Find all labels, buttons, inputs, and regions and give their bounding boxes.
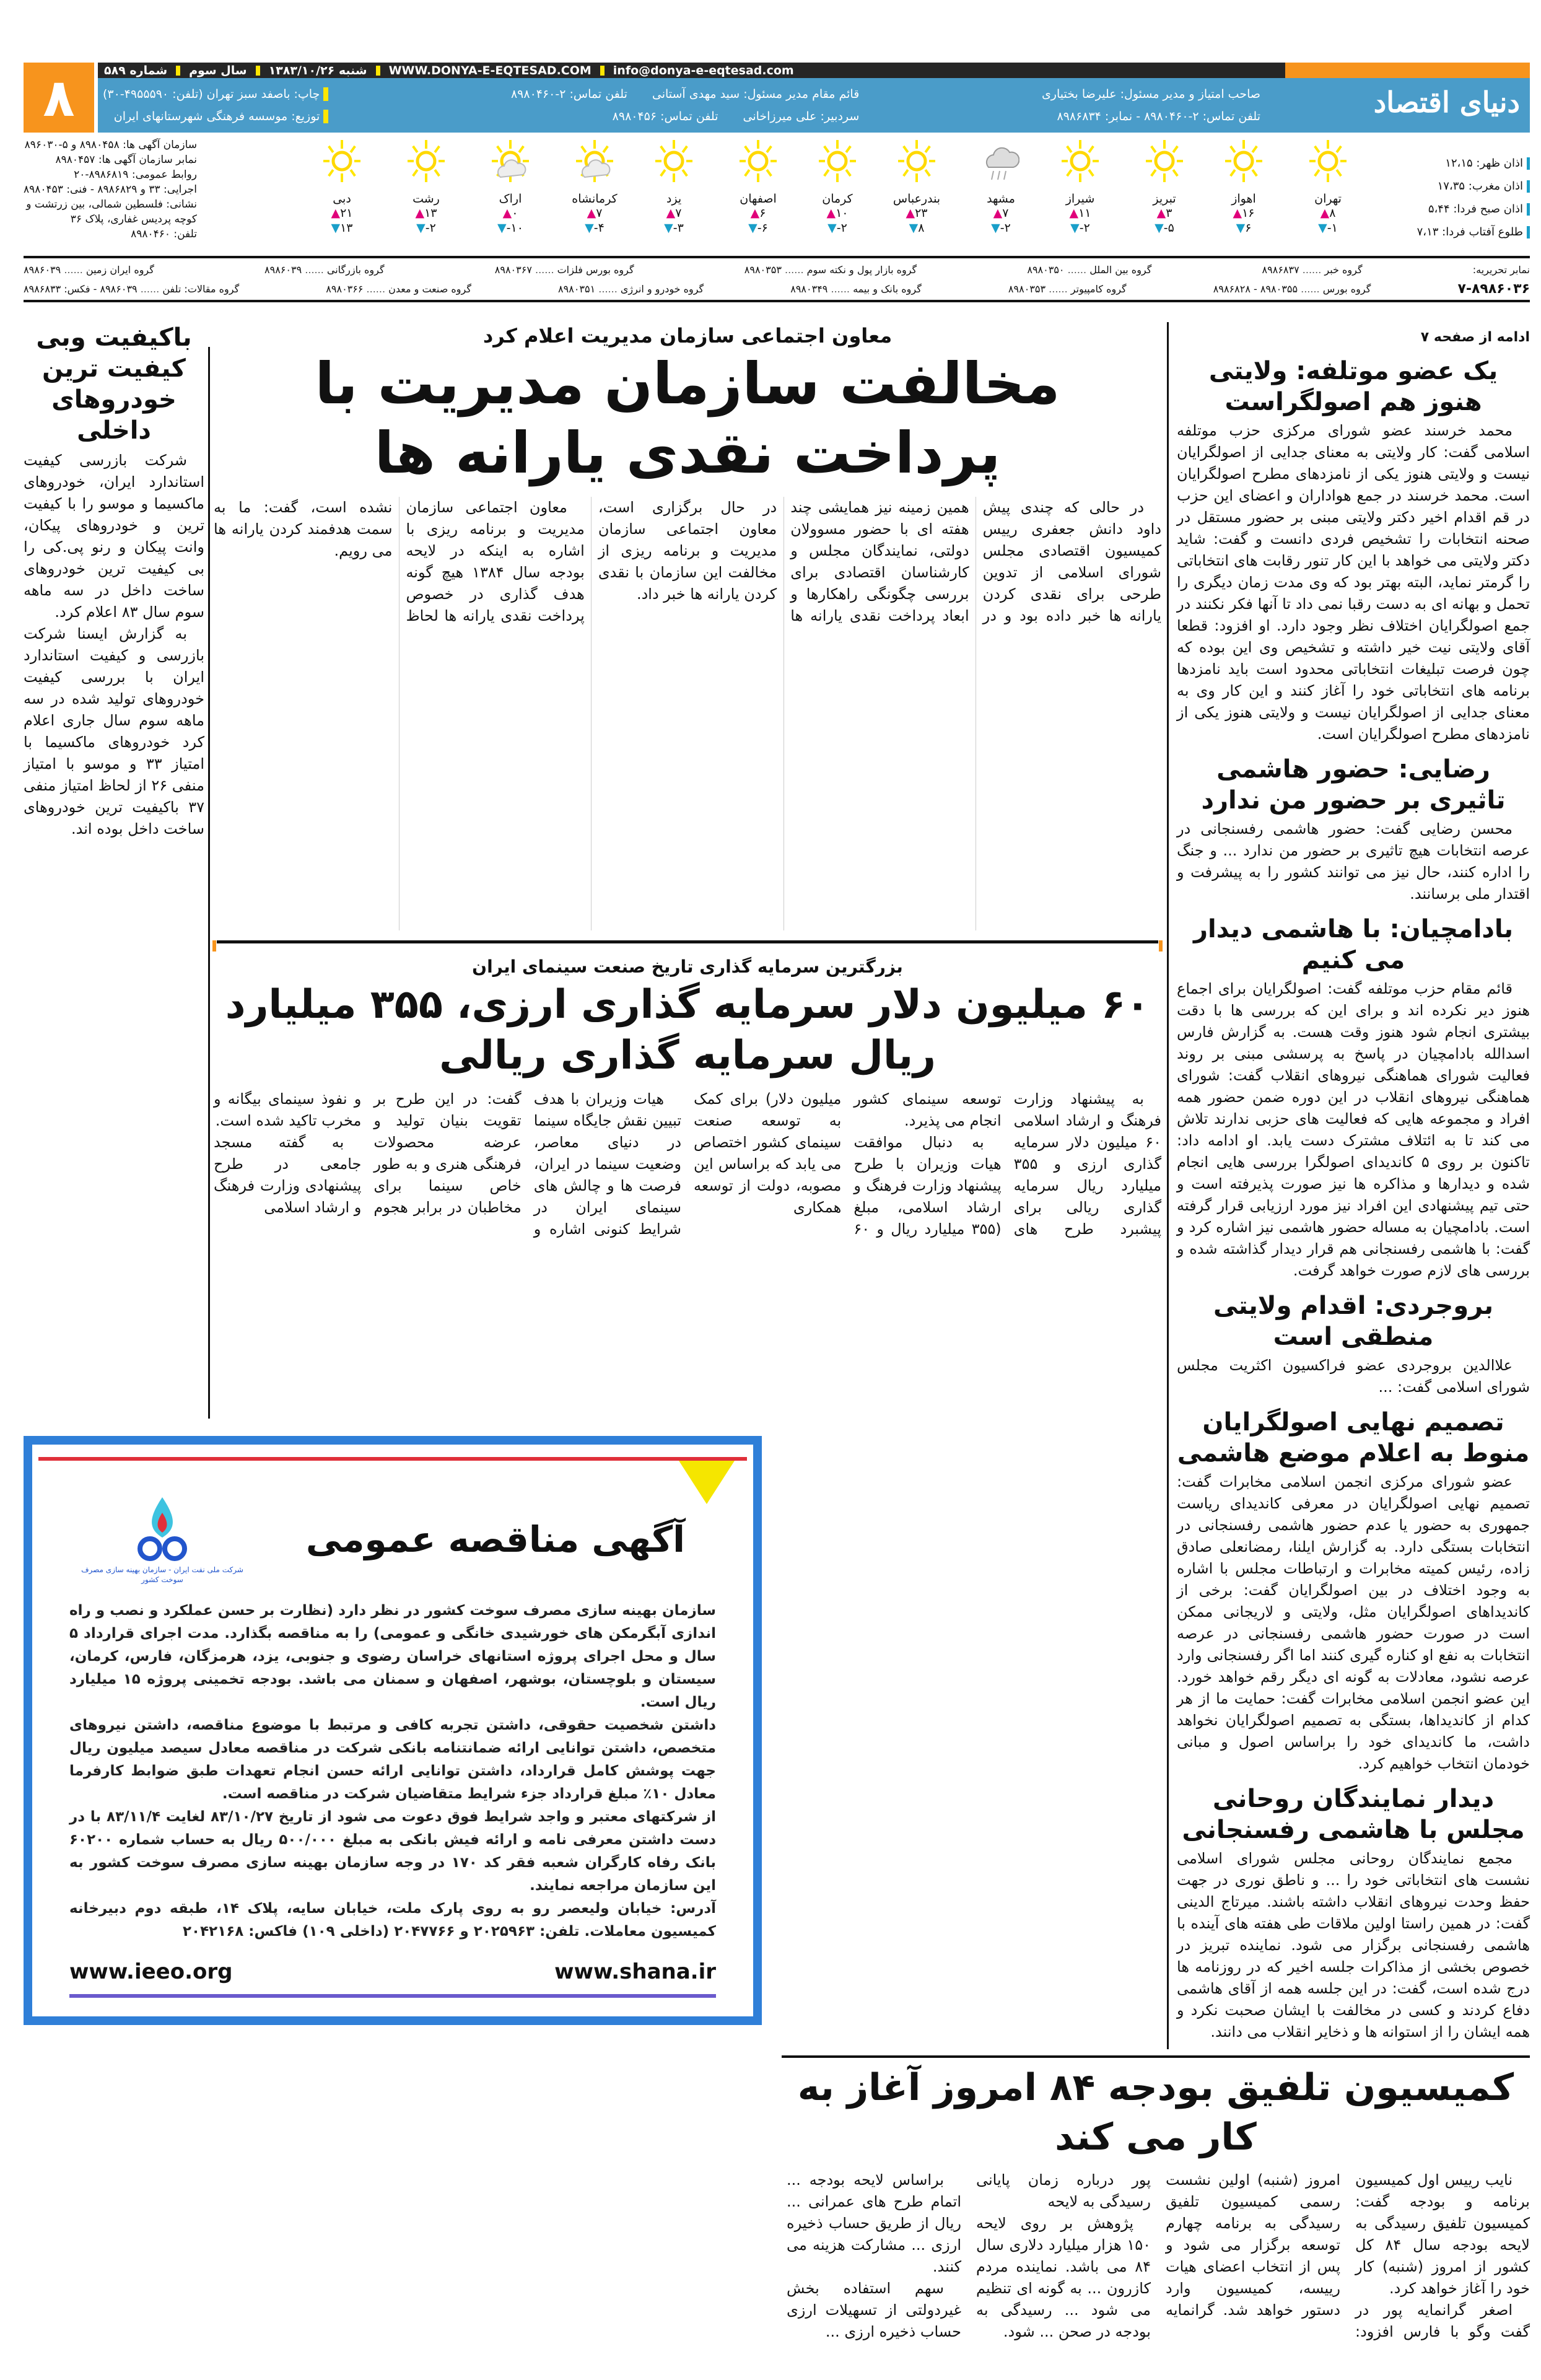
brief-body: مجمع نمایندگان روحانی مجلس شورای اسلامی نشست های انتخاباتی خود را ... و ناطق نوری در جهت حفظ وحدت نیروهای انقلاب داشته باشند. میرتاج الدینی گفت: در همین راستا اولین ملاقات طی هفته های آینده با هاشمی رفسنجانی برگزار می شود. نماینده تبریز در خصوص بخشی از مذاکرات جلسه اخیر که در روزنامه ها درج شده است، گفت: در این جلسه همه از آقای هاشمی دفاع کردند و کسی در مخالفت با ایشان صحبت نکرد و همه ایشان را از استوانه ها و ذخایر انقلاب می دانند. — [1177, 1850, 1530, 2041]
directory-entry: گروه مقالات: تلفن ...... ۸۹۸۶۰۳۹ - فکس: ۸۹۸۶۸۳۳ — [24, 283, 240, 295]
directory-phone: ۸۹۸۰۳۵۳ — [1008, 283, 1046, 295]
city-name: یزد — [666, 192, 682, 206]
contact-line: نشانی: فلسطین شمالی، بین زرتشت و — [26, 198, 198, 211]
city-name: بندرعباس — [893, 192, 941, 206]
prayer-times — [1387, 152, 1530, 243]
continued-label: ادامه از صفحه ۷ — [1420, 330, 1530, 345]
contact-info — [24, 138, 197, 242]
volume-year: سال سوم — [189, 63, 247, 77]
news-brief — [1177, 1290, 1530, 1398]
min-temp: -۲ — [425, 221, 436, 235]
min-temp: -۲ — [1079, 221, 1090, 235]
cinema-article-body — [214, 1088, 1161, 1240]
directory-phone: ۸۹۸۰۳۵۰ — [1027, 264, 1065, 276]
paragraph: به پیشنهاد وزارت فرهنگ و ارشاد اسلامی ۶۰ میلیون دلار سرمایه گذاری ارزی و ۳۵۵ میلیارد ریال سرمایه گذاری ریالی برای پیشبرد طرح های توسعه سینمای کشور انجام می پذیرد. — [853, 1090, 1161, 1238]
directory-entry: گروه بازار پول و نکته سوم ...... ۸۹۸۰۳۵۳ — [744, 264, 917, 276]
min-temp: -۱۰ — [506, 221, 523, 235]
sun-icon — [655, 136, 692, 186]
phone-directory — [24, 260, 1530, 299]
paragraph: نایب رییس اول کمیسیون برنامه و بودجه گفت: کمیسیون تلفیق رسیدگی به لایحه بودجه سال ۸۴ کل کشور از امروز (شنبه) کار خود را آغاز خواهد کرد. — [1355, 2171, 1530, 2297]
city-name: کرمانشاه — [572, 192, 618, 206]
page-number: ۸ — [24, 63, 94, 133]
weather-city: مشهد ▲۷ ▼-۲ — [964, 136, 1038, 235]
city-name: دبی — [333, 192, 351, 206]
brief-body: قائم مقام حزب موتلفه گفت: اصولگرایان برای اجماع هنوز دیر نکرده اند و برای این که بررسی ها با دقت بیشتری انجام شود هنوز وقت هست. به گزارش فارس اسدالله بادامچیان در پاسخ به پرسشی مبنی بر روند فعالیت شورای هماهنگی نیروهای انقلاب گفت: شورای هماهنگی نیروهای انقلاب در این دوره ضمن حضور همه افراد و مجموعه هایی که فعالیت های حزبی ندارند تلاش می کند تا به ائتلاف مشترک دست یابد. او ادامه داد: تاکنون بر روی ۵ کاندیدای اصولگرا بررسی هایی انجام شده و دیدارها و مذاکره ها نیز صورت پذیرفته است و حتی تیم پیشنهادی این افراد نیز مورد ارزیابی قرار گرفته است. بادامچیان به مساله حضور هاشمی نیز اشاره کرد و گفت: با هاشمی رفسنجانی هم قرار دیدار گذاشته شده و بررسی های لازم صورت خواهد گرفت. — [1177, 980, 1530, 1279]
directory-label: گروه مقالات: تلفن — [162, 283, 240, 295]
column-rule — [1167, 322, 1169, 2049]
directory-entry: گروه ایران زمین ...... ۸۹۸۶۰۳۹ — [24, 264, 154, 276]
paragraph: به گزارش ایسنا شرکت بازرسی و کیفیت استاندارد ایران با بررسی کیفیت خودروهای تولید شده در سه ماهه سوم سال جاری اعلام کرد خودروهای ماکسیما با امتیاز ۳۳ و موسو با امتیاز منفی ۲۶ از لحاظ امتیاز منفی ۳۷ باکیفیت ترین خودروهای ساخت داخل بوده اند. — [24, 625, 204, 838]
tender-advertisement — [24, 1436, 762, 2025]
ad-paragraph: از شرکتهای معتبر و واجد شرایط فوق دعوت می شود از تاریخ ۸۳/۱۰/۲۷ لغایت ۸۳/۱۱/۴ با در دست داشتن معرفی نامه و ارائه فیش بانکی به مبلغ ۵۰۰/۰۰۰ ریال به حساب شماره ۶۰۲۰۰ بانک رفاه کارگران شعبه فقر کد ۱۷۰ در وجه سازمان بهینه سازی مصرف سوخت کشور به این سازمان مراجعه نمایند. — [69, 1809, 716, 1894]
fax-label: نمابر تحریریه: — [1472, 264, 1530, 276]
directory-label: گروه خبر — [1324, 264, 1363, 276]
min-temp: -۱ — [1327, 221, 1338, 235]
prayer-time: اذان ظهر: ۱۲،۱۵ — [1445, 157, 1523, 170]
brief-headline: رضایی: حضور هاشمی تاثیری بر حضور من ندارد — [1201, 755, 1506, 815]
directory-entry: گروه خودرو و انرژی ...... ۸۹۸۰۳۵۱ — [558, 283, 704, 295]
brief-headline: بروجردی: اقدام ولایتی منطقی است — [1213, 1292, 1493, 1351]
city-name: شیراز — [1065, 192, 1095, 206]
max-temp: ۲۱ — [340, 206, 353, 220]
city-name: مشهد — [987, 192, 1015, 206]
paragraph: به گفته مسجد جامعی در طرح پیشنهادی وزارت فرهنگ و ارشاد اسلامی — [214, 1134, 362, 1216]
ieeo-link[interactable]: www.ieeo.org — [69, 1959, 233, 1984]
directory-label: گروه بورس فلزات — [557, 264, 634, 276]
directory-label: گروه ایران زمین — [85, 264, 154, 276]
prayer-time: اذان صبح فردا: ۵،۴۴ — [1428, 203, 1523, 216]
min-temp: -۴ — [593, 221, 605, 235]
sun-icon — [408, 136, 445, 186]
logo-caption: شرکت ملی نفت ایران - سازمان بهینه سازی مصرف سوخت کشور — [81, 1565, 243, 1584]
paragraph: براساس لایحه بودجه ... اتمام طرح های عمرانی ... ریال از طریق حساب ذخیره ارزی ... مشارکت هزینه می کنند. — [787, 2171, 961, 2275]
publisher-phone: تلفن تماس: ۲-۸۹۸۰۴۶۰ - نمابر: ۸۹۸۶۸۳۴ — [1057, 110, 1260, 123]
issue-date: شنبه ۱۳۸۳/۱۰/۲۶ — [268, 63, 367, 77]
print-info: چاپ: باصفد سبز تهران (تلفن: ۴۹۵۵۵۹۰-۳۰) — [103, 87, 320, 101]
masthead-info — [98, 78, 1285, 133]
sun-icon — [740, 136, 777, 186]
weather-city: اهواز ▲۱۶ ▼۶ — [1207, 136, 1281, 235]
cinema-headline: ۶۰ میلیون دلار سرمایه گذاری ارزی، ۳۵۵ میلیارد ریال سرمایه گذاری ریالی — [225, 982, 1150, 1078]
max-temp: ۳ — [1166, 206, 1172, 220]
sun-icon — [323, 136, 360, 186]
weather-city: تهران ▲۸ ▼-۱ — [1291, 136, 1365, 235]
divider — [24, 256, 1530, 258]
divider — [782, 2055, 1530, 2058]
max-temp: ۷ — [675, 206, 682, 220]
cinema-kicker: بزرگترین سرمایه گذاری تاریخ صنعت سینمای ایران — [472, 956, 903, 977]
news-brief — [1177, 914, 1530, 1282]
city-name: اراک — [499, 192, 522, 206]
directory-label: گروه کامپیوتر — [1070, 283, 1127, 295]
left-article-headline: باکیفیت وبی کیفیت ترین خودروهای داخلی — [36, 323, 192, 445]
budget-article-body — [787, 2169, 1530, 2343]
min-temp: -۶ — [757, 221, 768, 235]
editorial-fax: ۷-۸۹۸۶۰۳۶ — [1457, 281, 1530, 297]
directory-label: گروه بین الملل — [1089, 264, 1152, 276]
max-temp: ۶ — [759, 206, 766, 220]
min-temp: -۳ — [673, 221, 684, 235]
distribution-info: توزیع: موسسه فرهنگی شهرستانهای ایران — [113, 109, 320, 123]
directory-entry: گروه خبر ...... ۸۹۸۶۸۳۷ — [1262, 264, 1363, 276]
city-name: کرمان — [822, 192, 853, 206]
ad-title: آگهی مناقصه عمومی — [305, 1518, 685, 1560]
budget-article — [782, 2055, 1530, 2343]
directory-label: گروه بازار پول و نکته سوم — [806, 264, 917, 276]
weather-city: یزد ▲۷ ▼-۳ — [637, 136, 711, 235]
paragraph: شرکت بازرسی کیفیت استاندارد ایران، خودروهای ماکسیما و موسو را با کیفیت ترین و خودروهای پیکان، وانت پیکان و رنو پی.کی را بی کیفیت ترین خودروهای ساخت داخل در سه ماهه سوم سال ۸۳ اعلام کرد. — [24, 452, 204, 621]
min-temp: -۵ — [1163, 221, 1174, 235]
sun-cloud-icon — [576, 136, 613, 186]
max-temp: ۷ — [596, 206, 603, 220]
brief-headline: یک عضو موتلفه: ولایتی هنوز هم اصولگراست — [1208, 357, 1498, 416]
main-article-body — [214, 497, 1161, 930]
paragraph: در حالی که چندی پیش داود دانش جعفری رییس کمیسیون اقتصادی مجلس شورای اسلامی از تدوین طرحی برای نقدی کردن یارانه ها خبر داده بود و در همین زمینه نیز همایشی چند هفته ای با حضور مسوولان دولتی، نمایندگان مجلس و کارشناسان اقتصادی برای بررسی چگونگی راهکارها و ابعاد پرداخت نقدی یارانه ها در حال برگزاری است، معاون اجتماعی سازمان مدیریت و برنامه ریزی از مخالفت این سازمان با نقدی کردن یارانه ها خبر داد. — [598, 499, 1161, 624]
news-brief — [1177, 754, 1530, 905]
news-brief — [1177, 328, 1530, 745]
sun-cloud-icon — [492, 136, 529, 186]
paragraph: اصغر گرانمایه پور در گفت وگو با فارس افزود: امروز (شنبه) اولین نشست رسمی کمیسیون تلفیق رسیدگی به برنامه چهارم توسعه برگزار می شود و پس از انتخاب اعضای هیات رییسه، کمیسیون وارد دستور خواهد شد. گرانمایه پور درباره زمان پایانی رسیدگی به لایحه — [976, 2171, 1530, 2340]
weather-city: کرمان ▲۱۰ ▼-۲ — [800, 136, 875, 235]
weather-city: تبریز ▲۳ ▼-۵ — [1127, 136, 1202, 235]
contact-line: روابط عمومی: ۸۹۸۶۸۱۹-۲۰ — [74, 168, 198, 181]
contact-line: اجرایی: ۳۳ و ۸۹۸۶۸۲۹ - فنی: ۸۹۸۰۴۵۳ — [24, 183, 198, 196]
sun-icon — [1225, 136, 1262, 186]
brief-headline: دیدار نمایندگان روحانی مجلس با هاشمی رفسنجانی — [1182, 1785, 1525, 1844]
shana-link[interactable]: www.shana.ir — [554, 1959, 716, 1984]
sun-icon — [1309, 136, 1347, 186]
directory-label: گروه صنعت و معدن — [388, 283, 471, 295]
main-kicker: معاون اجتماعی سازمان مدیریت اعلام کرد — [482, 324, 893, 348]
directory-entry: گروه بین الملل ...... ۸۹۸۰۳۵۰ — [1027, 264, 1152, 276]
directory-phone: ۸۹۸۶۸۳۷ — [1262, 264, 1299, 276]
prayer-time: اذان مغرب: ۱۷،۳۵ — [1437, 180, 1523, 193]
divider — [217, 940, 1158, 943]
weather-city: اراک ▲۰ ▼-۱۰ — [473, 136, 548, 235]
brief-headline: تصمیم نهایی اصولگرایان منوط به اعلام موضع هاشمی — [1177, 1408, 1530, 1468]
directory-phone: ۸۹۸۶۰۳۹ — [264, 264, 302, 276]
editor-phone: تلفن تماس: ۸۹۸۰۴۵۶ — [612, 110, 718, 123]
ad-paragraph: سازمان بهینه سازی مصرف سوخت کشور در نظر دارد (نظارت بر حسن عملکرد و نصب و راه اندازی آبگرمکن های خورشیدی خانگی و عمومی) را به مناقصه بگذارد. مدت اجرای قرارداد ۵ سال و محل اجرای پروژه استانهای خراسان رضوی و جنوبی، یزد، هرمزگان، فارس، کرمان، سیستان و بلوچستان، بوشهر، اصفهان و سمنان می باشد. بودجه تخمینی پروژه ۱۵ میلیارد ریال است. — [69, 1603, 717, 1710]
directory-phone: ۸۹۸۰۳۴۹ — [790, 283, 828, 295]
directory-entry: گروه بانک و بیمه ...... ۸۹۸۰۳۴۹ — [790, 283, 922, 295]
oil-company-logo-icon — [128, 1494, 196, 1562]
masthead-topbar — [98, 63, 1285, 78]
directory-entry: گروه بورس فلزات ...... ۸۹۸۰۳۶۷ — [494, 264, 634, 276]
contact-line: کوچه پردیس غفاری، پلاک ۳۶ — [70, 213, 198, 225]
deputy: قائم مقام مدیر مسئول: سید مهدی آستانی — [652, 87, 860, 101]
issue-number: شماره ۵۸۹ — [104, 63, 168, 77]
paragraph: به دنبال موافقت هیات وزیران با طرح پیشنهاد وزارت فرهنگ و ارشاد اسلامی، مبلغ (۳۵۵ میلیارد ریال و ۶۰ میلیون دلار) برای کمک به توسعه صنعت سینمای کشور اختصاص می یابد که براساس این مصوبه، دولت از توسعه همکاری — [694, 1090, 1002, 1238]
max-temp: ۷ — [1002, 206, 1009, 220]
directory-phone: ۸۹۸۰۳۶۶ — [326, 283, 364, 295]
max-temp: ۱۰ — [836, 206, 849, 220]
directory-phone: ۸۹۸۰۳۵۵ - ۸۹۸۶۸۲۸ — [1213, 283, 1298, 295]
max-temp: ۱۱ — [1078, 206, 1091, 220]
brief-body: علاالدین بروجردی عضو فراکسیون اکثریت مجلس شورای اسلامی گفت: ... — [1177, 1357, 1530, 1396]
rain-cloud-icon — [982, 136, 1019, 186]
city-name: اصفهان — [740, 192, 777, 206]
max-temp: ۱۳ — [424, 206, 437, 220]
contact-line: سازمان آگهی ها: ۸۹۸۰۴۵۸ و ۵-۸۹۶۰۳۰ — [24, 139, 198, 151]
city-name: تبریز — [1153, 192, 1176, 206]
weather-city: شیراز ▲۱۱ ▼-۲ — [1043, 136, 1117, 235]
website-link[interactable]: WWW.DONYA-E-EQTESAD.COM — [388, 63, 592, 77]
min-temp: -۲ — [1000, 221, 1011, 235]
city-name: تهران — [1314, 192, 1342, 206]
directory-label: گروه بازرگانی — [326, 264, 385, 276]
contact-line: نمابر سازمان آگهی ها: ۸۹۸۰۴۵۷ — [55, 154, 198, 166]
sun-icon — [1062, 136, 1099, 186]
weather-city: اصفهان ▲۶ ▼-۶ — [721, 136, 795, 235]
weather-city: بندرعباس ▲۲۳ ▼۸ — [880, 136, 954, 235]
sun-icon — [898, 136, 935, 186]
publisher: صاحب امتیاز و مدیر مسئول: علیرضا بختیاری — [1041, 87, 1260, 101]
sun-icon — [819, 136, 856, 186]
max-temp: ۲۳ — [915, 206, 928, 220]
email-link[interactable]: info@donya-e-eqtesad.com — [613, 63, 794, 77]
paragraph: هیات وزیران با هدف تبیین نقش جایگاه سینما در دنیای معاصر، وضعیت سینما در ایران، فرصت ها و چالش های سینمای ایران در شرایط کنونی اشاره و گفت: در این طرح بر تقویت بنیان تولید و عرضه محصولات فرهنگی هنری و به طور خاص سینما برای مخاطبان در برابر هجوم و نفوذ سینمای بیگانه و مخرب تاکید شده است. — [214, 1090, 682, 1238]
brief-body: محسن رضایی گفت: حضور هاشمی رفسنجانی در عرصه انتخابات هیچ تاثیری بر حضور من ندارد ... و جنگ را اداره کنند، حال نیز می توانند کشور را به پیشرفت و اقتدار ملی برسانند. — [1177, 820, 1530, 903]
contact-line: تلفن: ۸۹۸۰۴۶۰ — [131, 228, 198, 240]
deputy-phone: تلفن تماس: ۲-۸۹۸۰۴۶۰ — [510, 87, 627, 101]
triangle-decoration — [679, 1461, 735, 1504]
brief-body: عضو شورای مرکزی انجمن اسلامی مخابرات گفت: تصمیم نهایی اصولگرایان در معرفی کاندیدای ریاست جمهوری به حضور یا عدم حضور هاشمی رفسنجانی در انتخابات بستگی دارد. به گزارش ایلنا، رمضانعلی صادق زاده، رئیس کمیته مخابرات و ارتباطات مجلس با اشاره به وجود اختلاف در بین اصولگرایان گفت: برخی از کاندیداهای اصولگرایان مثل، ولایتی و لاریجانی ممکن است در صورت حضور هاشمی رفسنجانی در عرصه انتخابات به نفع او کناره گیری کنند اما اگر رفسنجانی وارد عرصه نشود، معادلات به گونه ای دیگر رقم خواهد خورد. این عضو انجمن اسلامی مخابرات گفت: حمایت ما از هر کدام از کاندیداها، بستگی به تصمیم اصولگرایان نخواهد داشت، ما کاندیدای خود را براساس اصول و مبانی خودمان انتخاب خواهیم کرد. — [1177, 1473, 1530, 1772]
editor: سردبیر: علی میرزاخانی — [743, 110, 860, 123]
directory-phone: ۸۹۸۰۳۶۷ — [494, 264, 532, 276]
max-temp: ۰ — [512, 206, 518, 220]
newspaper-logo: دنیای اقتصاد — [1285, 63, 1530, 133]
directory-phone: ۸۹۸۶۰۳۹ - فکس: ۸۹۸۶۸۳۳ — [24, 283, 138, 295]
directory-entry: گروه صنعت و معدن ...... ۸۹۸۰۳۶۶ — [326, 283, 471, 295]
left-article — [24, 322, 204, 840]
directory-entry: گروه کامپیوتر ...... ۸۹۸۰۳۵۳ — [1008, 283, 1127, 295]
middle-column — [211, 322, 1164, 1240]
weather-city: رشت ▲۱۳ ▼-۲ — [389, 136, 463, 235]
directory-label: گروه خودرو و انرژی — [620, 283, 704, 295]
weather-city: کرمانشاه ▲۷ ▼-۴ — [557, 136, 632, 235]
prayer-time: طلوع آفتاب فردا: ۷،۱۳ — [1417, 225, 1523, 238]
brief-headline: بادامچیان: با هاشمی دیدار می کنیم — [1194, 915, 1513, 974]
right-column-news — [1177, 322, 1530, 2043]
paragraph: سهم استفاده بخش غیردولتی از تسهیلات ارزی حساب ذخیره ارزی ... — [787, 2280, 961, 2340]
directory-label: گروه بانک و بیمه — [853, 283, 922, 295]
directory-entry: گروه بازرگانی ...... ۸۹۸۶۰۳۹ — [264, 264, 385, 276]
directory-phone: ۸۹۸۶۰۳۹ — [24, 264, 61, 276]
min-temp: ۱۳ — [340, 221, 353, 235]
min-temp: ۶ — [1245, 221, 1252, 235]
max-temp: ۱۶ — [1242, 206, 1255, 220]
min-temp: -۲ — [836, 221, 847, 235]
min-temp: ۸ — [918, 221, 925, 235]
city-name: رشت — [413, 192, 440, 206]
news-brief — [1177, 1783, 1530, 2043]
news-brief — [1177, 1407, 1530, 1775]
brief-body: محمد خرسند عضو شورای مرکزی حزب موتلفه اسلامی گفت: کار ولایتی به معنای جدایی از اصولگرایان نیست و ولایتی هنوز یکی از نامزدهای مطرح اصولگرایان است. محمد خرسند در جمع هواداران و اعضای این حزب در قم اقدام اخیر دکتر ولایتی مبنی بر حضور مستقل در صحنه انتخابات را تشخیص فردی دانست و گفت: شاید دکتر ولایتی می خواهد با این کار تنور رقابت های انتخاباتی را گرمتر نماید، البته بهتر بود که وی مدت زمان دیگری را تحمل و بهانه ای به دست رقبا نمی داد تا آنها فکر نکنند در جمع اصولگرایان اختلاف نظر وجود دارد. او افزود: قطعا آقای ولایتی نیت خیر داشته و تشخیص وی این بوده که چون فرصت تبلیغات انتخاباتی محدود است باید نامزدها برنامه های انتخاباتی خود را آغاز کنند و این کار وی به معنای جدایی از اصولگرایان نیست و ولایتی هنوز یکی از نامزدهای مطرح اصولگرایان است. — [1177, 422, 1530, 743]
paragraph: پژوهش بر روی لایحه ۱۵۰ هزار میلیارد دلاری سال ۸۴ می باشد. نماینده مردم کازرون ... به گونه ای تنظیم می شود ... رسیدگی به بودجه در صحن ... شود. — [976, 2215, 1151, 2340]
weather-city: دبی ▲۲۱ ▼۱۳ — [305, 136, 379, 235]
main-headline: مخالفت سازمان مدیریت با پرداخت نقدی یارانه ها — [315, 351, 1060, 486]
city-name: اهواز — [1231, 192, 1256, 206]
column-rule — [208, 347, 210, 1419]
ad-paragraph: آدرس: خیابان ولیعصر رو به روی پارک ملت، خیابان سایه، پلاک ۱۴، طبقه دوم دبیرخانه کمیسیون معاملات. تلفن: ۲۰۲۵۹۶۳ و ۲۰۴۷۷۶۶ (داخلی ۱۰۹) فاکس: ۲۰۴۲۱۶۸ — [69, 1901, 717, 1940]
max-temp: ۸ — [1329, 206, 1336, 220]
directory-entry: گروه بورس ...... ۸۹۸۰۳۵۵ - ۸۹۸۶۸۲۸ — [1213, 283, 1371, 295]
divider — [24, 300, 1530, 302]
directory-phone: ۸۹۸۰۳۵۱ — [558, 283, 596, 295]
directory-label: گروه بورس — [1322, 283, 1371, 295]
paragraph: معاون اجتماعی سازمان مدیریت و برنامه ریزی با اشاره به اینکه در لایحه بودجه سال ۱۳۸۴ هیچ گونه هدف گذاری در خصوص پرداخت نقدی یارانه ها لحاظ نشده است، گفت: ما به سمت هدفمند کردن یارانه ها می رویم. — [214, 499, 585, 624]
directory-phone: ۸۹۸۰۳۵۳ — [744, 264, 782, 276]
sun-icon — [1146, 136, 1183, 186]
ad-paragraph: داشتن شخصیت حقوقی، داشتن تجربه کافی و مرتبط با موضوع مناقصه، داشتن نیروهای متخصص، داشتن توانایی ارائه ضمانتنامه بانکی شرکت در مناقصه معادل سیصد میلیون ریال جهت پوشش کامل قرارداد، داشتن توانایی ارائه حسن انجام تعهدات طبق ضوابط کارفرما معادل ۱۰٪ مبلغ قرارداد جزء شرایط متقاضیان شرکت در مناقصه است. — [69, 1717, 716, 1802]
budget-headline: کمیسیون تلفیق بودجه ۸۴ امروز آغاز به کار می کند — [797, 2066, 1514, 2159]
